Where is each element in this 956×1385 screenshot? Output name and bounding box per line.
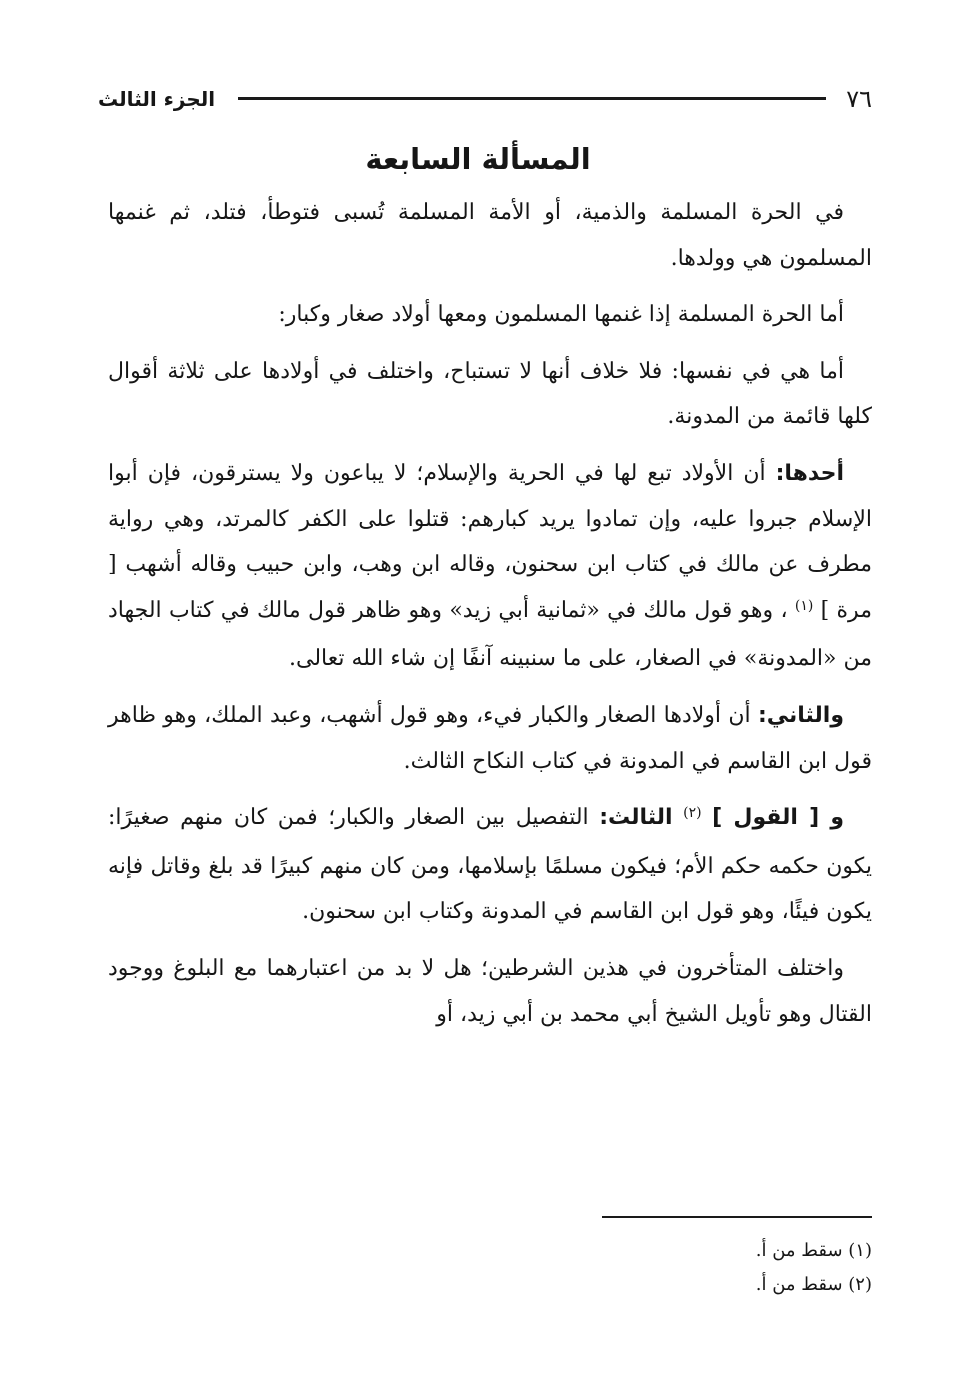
paragraph-2-text: أما الحرة المسلمة إذا غنمها المسلمون ومعها أولاد صغار وكبار: xyxy=(278,302,844,328)
paragraph-4-lead: أحدها: xyxy=(775,460,844,486)
footnote-ref-1: (١) xyxy=(794,597,814,614)
paragraph-6-text: التفصيل بين الصغار والكبار؛ فمن كان منهم صغيرًا: يكون حكمه حكم الأم؛ فيكون مسلمًا بإسلامها، ومن كان منهم كبيرًا قد بلغ وقاتل فإنه يكون فيئًا، وهو قول ابن القاسم في المدونة وكتاب ابن سحنون. xyxy=(108,805,872,925)
paragraph-3 xyxy=(108,349,872,440)
paragraph-2 xyxy=(108,292,872,338)
page-number: ٧٦ xyxy=(846,85,872,113)
paragraph-7 xyxy=(108,946,872,1037)
footnote-rule xyxy=(602,1216,872,1218)
paragraph-4-text: أن الأولاد تبع لها في الحرية والإسلام؛ لا يباعون ولا يسترقون، فإن أبوا الإسلام جبروا عليه، وإن تمادوا يريد كبارهم: قتلوا على الكفر كالمرتد، وهي رواية مطرف عن مالك في كتاب ابن سحنون، وقاله ابن وهب، وابن حبيب وقاله أشهب [ مرة ] xyxy=(108,460,872,623)
running-header xyxy=(98,82,872,116)
paragraph-1 xyxy=(108,190,872,281)
paragraph-4 xyxy=(108,451,872,682)
paragraph-5 xyxy=(108,693,872,784)
volume-label: الجزء الثالث xyxy=(98,87,216,111)
paragraph-4-tail: ، وهو قول مالك في «ثمانية أبي زيد» وهو ظاهر قول مالك في كتاب الجهاد من «المدونة» في الصغار، على ما سنبينه آنفًا إن شاء الله تعالى. xyxy=(108,597,872,672)
body-text xyxy=(108,190,872,1048)
paragraph-6 xyxy=(108,795,872,935)
paragraph-3-text: أما هي في نفسها: فلا خلاف أنها لا تستباح، واختلف في أولادها على ثلاثة أقوال كلها قائمة من المدونة. xyxy=(108,358,872,430)
footnote-1: (١) سقط من أ. xyxy=(755,1240,872,1261)
footnote-ref-2: (٢) xyxy=(683,805,702,822)
section-title: المسألة السابعة xyxy=(365,142,591,176)
paragraph-6-lead: و [ القول ] xyxy=(712,805,844,831)
paragraph-6-lead-2: الثالث: xyxy=(599,805,673,831)
footnotes xyxy=(272,1234,872,1302)
paragraph-7-text: واختلف المتأخرون في هذين الشرطين؛ هل لا بد من اعتبارهما مع البلوغ ووجود القتال وهو تأويل الشيخ أبي محمد بن أبي زيد، أو xyxy=(108,955,872,1027)
paragraph-5-lead: والثاني: xyxy=(757,702,844,728)
paragraph-1-text: في الحرة المسلمة والذمية، أو الأمة المسلمة تُسبى فتوطأ، فتلد، ثم غنمها المسلمون هي وولدها. xyxy=(108,200,872,271)
footnote-2: (٢) سقط من أ. xyxy=(755,1274,872,1295)
header-rule xyxy=(238,97,826,100)
paragraph-5-text: أن أولادها الصغار والكبار فيء، وهو قول أشهب، وعبد الملك، وهو ظاهر قول ابن القاسم في المدونة في كتاب النكاح الثالث. xyxy=(108,702,872,774)
